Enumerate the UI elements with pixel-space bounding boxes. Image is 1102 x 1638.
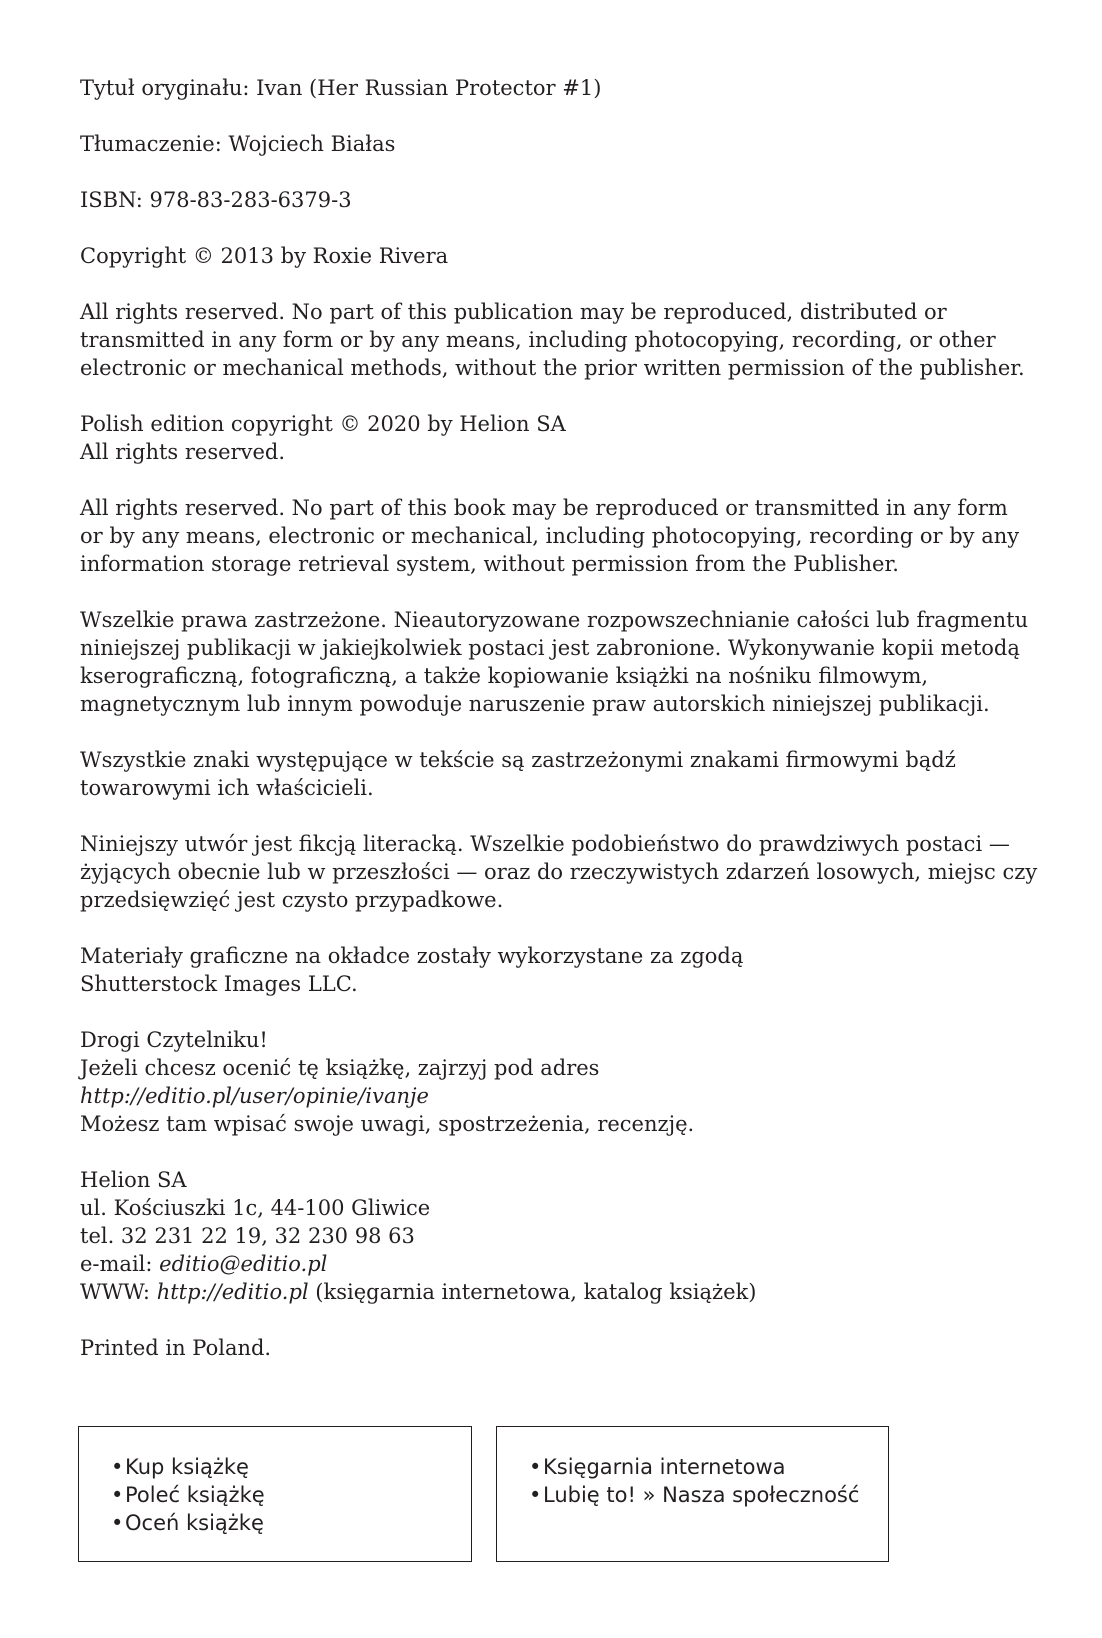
cover-credit: Materiały graficzne na okładce zostały wykorzystane za zgodą Shutterstock Images LLC. — [80, 944, 744, 996]
rights-en-1-line: All rights reserved. No part of this publication may be reproduced, distributed or — [80, 300, 947, 324]
buy-book-link[interactable]: •Kup książkę — [111, 1455, 249, 1479]
website-link[interactable]: http://editio.pl — [156, 1280, 309, 1304]
email-link[interactable]: editio@editio.pl — [159, 1252, 328, 1276]
polish-edition-copyright: Polish edition copyright © 2020 by Helion SA All rights reserved. — [80, 412, 566, 464]
reader-greeting: Drogi Czytelniku! — [80, 1028, 268, 1052]
publisher-email-row: e-mail: editio@editio.pl — [80, 1252, 328, 1276]
copyright: Copyright © 2013 by Roxie Rivera — [80, 244, 449, 268]
publisher-www-row: WWW: http://editio.pl (księgarnia internetowa, katalog książek) — [80, 1280, 757, 1304]
rights-en-1-line: electronic or mechanical methods, without the prior written permission of the publisher. — [80, 356, 1025, 380]
book-actions-box — [78, 1426, 472, 1562]
rights-notice-en-1 — [80, 298, 1025, 382]
trademarks-notice: Wszystkie znaki występujące w tekście są zastrzeżonymi znakami firmowymi bądź towarowymi ich właścicieli. — [80, 748, 956, 800]
rights-en-2-line: information storage retrieval system, without permission from the Publisher. — [80, 552, 899, 576]
store-links-box — [496, 1426, 889, 1562]
rights-en-2-line: or by any means, electronic or mechanical, including photocopying, recording or by any — [80, 524, 1020, 548]
printed-in: Printed in Poland. — [80, 1336, 272, 1360]
publisher-address: ul. Kościuszki 1c, 44-100 Gliwice — [80, 1196, 431, 1220]
isbn: ISBN: 978-83-283-6379-3 — [80, 188, 352, 212]
review-url-link[interactable]: http://editio.pl/user/opinie/ivanje — [80, 1084, 429, 1108]
reader-instruction: Jeżeli chcesz ocenić tę książkę, zajrzyj pod adres — [80, 1056, 600, 1080]
publisher-phone: tel. 32 231 22 19, 32 230 98 63 — [80, 1224, 415, 1248]
reader-note — [80, 1026, 1020, 1138]
rights-pl-line: niniejszej publikacji w jakiejkolwiek postaci jest zabronione. Wykonywanie kopii metodą — [80, 636, 1020, 660]
link-boxes — [78, 1426, 890, 1564]
online-bookstore-link[interactable]: •Księgarnia internetowa — [529, 1455, 786, 1479]
rights-en-1-line: transmitted in any form or by any means, including photocopying, recording, or other — [80, 328, 996, 352]
translation-credit: Tłumaczenie: Wojciech Białas — [80, 132, 396, 156]
community-link[interactable]: •Lubię to! » Nasza społeczność — [529, 1483, 860, 1507]
reader-comment: Możesz tam wpisać swoje uwagi, spostrzeżenia, recenzję. — [80, 1112, 695, 1136]
rights-notice-en-2 — [80, 494, 1020, 578]
rights-en-2-line: All rights reserved. No part of this book may be reproduced or transmitted in any form — [80, 496, 1008, 520]
colophon-page — [80, 74, 1038, 1390]
recommend-book-link[interactable]: •Poleć książkę — [111, 1483, 265, 1507]
fiction-disclaimer: Niniejszy utwór jest fikcją literacką. Wszelkie podobieństwo do prawdziwych postaci — żyjących obecnie lub w przeszłości — oraz do rzeczywistych zdarzeń losowych, miejsc czy przedsięwzięć jest czysto przypadkowe. — [80, 832, 1038, 912]
rights-notice-pl — [80, 606, 1029, 718]
rights-pl-line: magnetycznym lub innym powoduje naruszenie praw autorskich niniejszej publikacji. — [80, 692, 990, 716]
original-title: Tytuł oryginału: Ivan (Her Russian Protector #1) — [80, 76, 602, 100]
rights-pl-line: kserograficzną, fotograficzną, a także kopiowanie książki na nośniku filmowym, — [80, 664, 929, 688]
publisher-name: Helion SA — [80, 1168, 187, 1192]
rights-pl-line: Wszelkie prawa zastrzeżone. Nieautoryzowane rozpowszechnianie całości lub fragmentu — [80, 608, 1029, 632]
publisher-contact — [80, 1166, 1020, 1306]
rate-book-link[interactable]: •Oceń książkę — [111, 1511, 264, 1535]
